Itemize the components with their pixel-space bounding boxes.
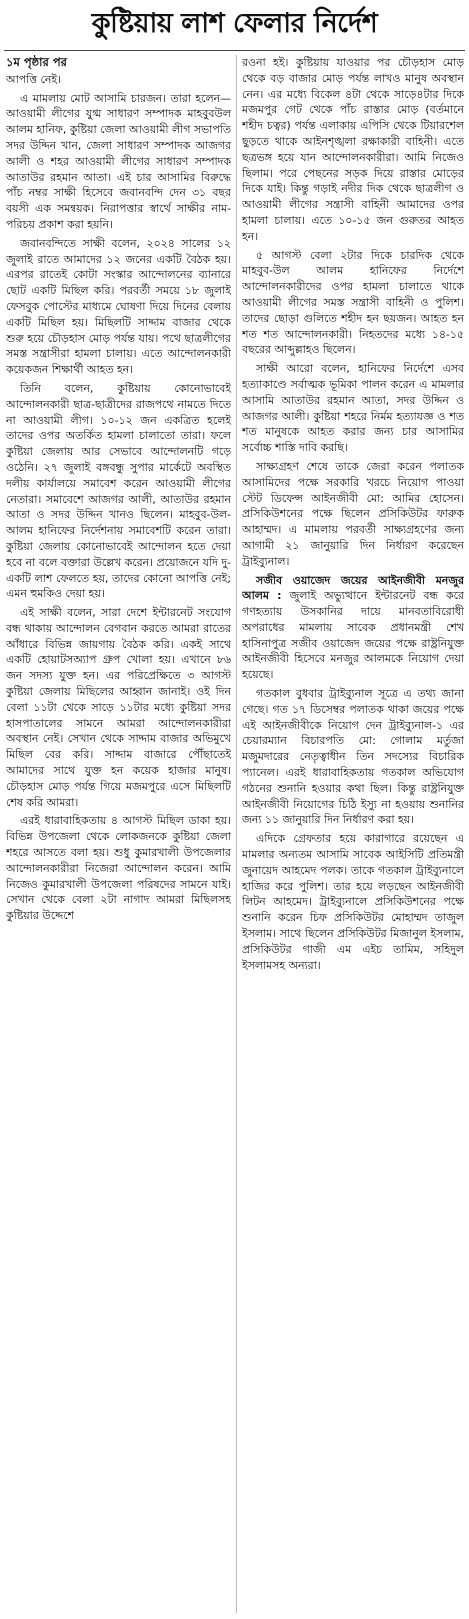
subsection-first-paragraph bbox=[242, 573, 464, 684]
left-paragraph: এরই ধারাবাহিকতায় ৪ আগস্ট মিছিল ডাকা হয়। বিভিন্ন উপজেলা থেকে লোকজনকে কুষ্টিয়া জেলা শহরে আসতে বলা হয়। শুধু কুমারখালী উপজেলার আন্দোলনকারীরা নিজেরা আন্দোলন করেন। আমি নিজেও কুমারখালী উপজেলা পরিষদের সামনে যাই। সেখান থেকে বেলা ২টা নাগাদ আমরা মিছিলসহ কুষ্টিয়ার উদ্দেশে bbox=[6, 814, 231, 923]
right-paragraph: সাক্ষ্যগ্রহণ শেষে তাকে জেরা করেন পলাতক আসামিদের পক্ষে সরকারি খরচে নিয়োগ পাওয়া স্টেট ডিফেন্স আইনজীবী মো: আমির হোসেন। প্রসিকিউশনের পক্ষে ছিলেন প্রসিকিউটর ফারুক আহাম্মদ। এ মামলায় পরবর্তী সাক্ষ্যগ্রহণের জন্য আগামী ২১ জানুয়ারি দিন নির্ধারণ করেছেন ট্রাইব্যুনাল। bbox=[242, 459, 464, 568]
subsection-first-text: জুলাই অভ্যুত্থানে ইন্টারনেট বন্ধ করে গণহত্যায় উসকানির দায়ে মানবতাবিরোধী অপরাধের মামলায় সাবেক প্রধানমন্ত্রী শেখ হাসিনাপুত্র সজীব ওয়াজেদ জয়ের পক্ষে রাষ্ট্রনিযুক্ত আইনজীবী হিসেবে মনজুর আলমকে নিয়োগ দেয়া হয়েছে। bbox=[242, 589, 464, 682]
headline: কুষ্টিয়ায় লাশ ফেলার নির্দেশ bbox=[91, 8, 378, 39]
right-paragraph: ৫ আগস্ট বেলা ২টার দিকে চারদিক থেকে মাহবুব-উল আলম হানিফের নির্দেশে আন্দোলনকারীদের ওপর হামলা চালাতে থাকে আওয়ামী লীগের সমস্ত সন্ত্রাসী বাহিনী ও পুলিশ। তাদের ছোড়া গুলিতে শহীদ হন ছয়জন। আহত হন শত শত আন্দোলনকারী। নিহতদের মধ্যে ১৪-১৫ বছরের আব্দুল্লাহও ছিলেন। bbox=[242, 248, 464, 357]
headline-rule bbox=[4, 50, 465, 51]
subsection-paragraph: এদিকে গ্রেফতার হয়ে কারাগারে রয়েছেন এ মামলার অন্যতম আসামি সাবেক আইসিটি প্রতিমন্ত্রী জুনায়েদ আহমেদ পলক। তাকে গতকাল ট্রাইব্যুনালে হাজির করে পুলিশ। তার হয়ে লড়ছেন আইনজীবী লিটন আহমেদ। ট্রাইব্যুনালে প্রসিকিউশনের পক্ষে শুনানি করেন চিফ প্রসিকিউটর মোহাম্মদ তাজুল ইসলাম। সাথে ছিলেন প্রসিকিউটর মিজানুল ইসলাম, প্রসিকিউটর গাজী এম এইচ তামিম, সহিদুল ইসলামসহ অন্যরা। bbox=[242, 832, 464, 972]
right-column bbox=[242, 55, 464, 1615]
left-column bbox=[6, 55, 231, 1615]
subsection-lead: সজীব ওয়াজেদ জয়ের আইনজীবী মনজুর আলম : bbox=[242, 573, 464, 603]
left-paragraph: এ মামলায় মোট আসামি চারজন। তারা হলেন— আওয়ামী লীগের যুগ্ম সাধারণ সম্পাদক মাহবুবউল আলম হানিফ, কুষ্টিয়া জেলা আওয়ামী লীগ সভাপতি সদর উদ্দিন খান, জেলা সাধারণ সম্পাদক আজগর আলী ও শহর আওয়ামী লীগের সাধারণ সম্পাদক আতাউর রহমান আতা। এই চার আসামির বিরুদ্ধে পাঁচ নম্বর সাক্ষী হিসেবে জবানবন্দি দেন ৩১ বছর বয়সী এক সমন্বয়ক। নিরাপত্তার স্বার্থে সাক্ষীর নাম-পরিচয় প্রকাশ করা হয়নি। bbox=[6, 91, 231, 231]
left-paragraph: আপত্তি নেই। bbox=[6, 72, 61, 86]
left-paragraph: তিনি বলেন, কুষ্টিয়ায় কোনোভাবেই আন্দোলনকারী ছাত্র-ছাত্রীদের রাজপথে নামতে দিতে না আওয়ামী লীগ। ১০-১২ জন একত্রিত হলেই তাদের ওপর অতর্কিত হামলা চালাতো তারা। ফলে কুষ্টিয়া জেলায় আর সেভাবে আন্দোলনটি গড়ে ওঠেনি। ২৭ জুলাই বঙ্গবন্ধু সুপার মার্কেটে অবস্থিত দলীয় কার্যালয়ে সমাবেশ করেন আওয়ামী লীগের নেতারা। সমাবেশে আজগর আলী, আতাউর রহমান আতা ও সদর উদ্দিন খানও ছিলেন। মাহবুব-উল-আলম হানিফের নির্দেশনায় সমাবেশটি করেন তারা। কুষ্টিয়া জেলায় কোনোভাবেই আন্দোলন হতে দেয়া হবে না বলে বক্তারা উল্লেখ করেন। প্রয়োজনে যদি দু-একটি লাশ ফেলতে হয়, তাদের কোনো আপত্তি নেই; এমন হুমকিও দেয়া হয়। bbox=[6, 381, 231, 601]
right-paragraph: রওনা হই। কুষ্টিয়ায় যাওয়ার পর চৌড়হাস মোড় থেকে বড় বাজার মোড় পর্যন্ত লাখও মানুষ অবস্থান নেন। এর মধ্যে বিকেল ৪টা থেকে সাড়ে৪টার দিকে মজমপুর গেট থেকে পাঁচ রাস্তার মোড় (বর্তমানে শহীদ চত্বর) পর্যন্ত এলাকায় এপিসি থেকে টিয়ারশেল ছুড়তে থাকে আইনশৃঙ্খলা রক্ষাকারী বাহিনী। এতে ছত্রভঙ্গ হয়ে যান আন্দোলনকারীরা। আমি নিজেও ছিলাম। পরে পেছনের সড়ক দিয়ে রাস্তার মোড়ের দিকে যাই। কিন্তু গড়াই নদীর দিক থেকে ছাত্রলীগ ও আওয়ামী লীগের সন্ত্রাসী বাহিনী আমাদের ওপর হামলা চালায়। এতে ১০-১৫ জন গুরুতর আহত হন। bbox=[242, 56, 464, 243]
continued-label: ১ম পৃষ্ঠার পর bbox=[6, 55, 67, 69]
left-paragraph: এই সাক্ষী বলেন, সারা দেশে ইন্টারনেট সংযোগ বন্ধ থাকায় আন্দোলন বেগবান করতে আমরা রাতের আঁধারে বিভিন্ন জায়গায় বৈঠক করি। একই সাথে একটি হোয়াটসঅ্যাপ গ্রুপ খোলা হয়। এখানে ৮৬ জন সদস্য যুক্ত হন। এর পরিপ্রেক্ষিতে ৩ আগস্ট কুষ্টিয়া জেলায় মিছিলের আহ্বান জানাই। ওই দিন বেলা ১১টা থেকে সাড়ে ১১টার মধ্যে কুষ্টিয়া সদর হাসপাতালের সামনে আমরা আন্দোলনকারীরা অবস্থান নেই। সেখান থেকে সাদ্দাম বাজার অভিমুখে মিছিল বের করি। সাদ্দাম বাজারে পৌঁছাতেই আমাদের সাথে যুক্ত হন কয়েক হাজার মানুষ। চৌড়হাস মোড় পর্যন্ত গিয়ে মজমপুরে এসে মিছিলটি শেষ করি আমরা। bbox=[6, 606, 231, 809]
right-paragraph: সাক্ষী আরো বলেন, হানিফের নির্দেশে এসব হত্যাকাণ্ডে সর্বাত্মক ভূমিকা পালন করেন এ মামলার আসামি আতাউর রহমান আতা, সদর উদ্দিন ও আজগর আলী। কুষ্টিয়া শহরে নির্মম হত্যাযজ্ঞ ও শত শত মানুষকে আহত করার জন্য চার আসামির সর্বোচ্চ শাস্তি দাবি করছি। bbox=[242, 362, 464, 455]
column-divider bbox=[236, 55, 237, 1613]
subsection-paragraph: গতকাল বুধবার ট্রাইব্যুনাল সূত্রে এ তথ্য জানা গেছে। গত ১৭ ডিসেম্বর পলাতক থাকা জয়ের পক্ষে এই আইনজীবীকে নিয়োগ দেন ট্রাইব্যুনাল-১ এর চেয়ারম্যান বিচারপতি মো: গোলাম মর্তুজা মজুমদারের নেতৃত্বাধীন তিন সদস্যের বিচারিক প্যানেল। এরই ধারাবাহিকতায় গতকাল অভিযোগ গঠনের শুনানি হওয়ার কথা ছিল। কিন্তু রাষ্ট্রনিযুক্ত আইনজীবী নিয়োগের চিঠি ইস্যু না হওয়ায় শুনানির জন্য ১১ জানুয়ারি দিন নির্ধারণ করা হয়। bbox=[242, 687, 464, 827]
left-paragraph: জবানবন্দিতে সাক্ষী বলেন, ২০২৪ সালের ১২ জুলাই রাতে আমাদের ১২ জনের একটি বৈঠক হয়। এরপর রাতেই কোটা সংস্কার আন্দোলনের ব্যানারে ছোট একটি মিছিল করি। পরবর্তী সময়ে ১৮ জুলাই ফেসবুক পোস্টের মাধ্যমে ঘোষণা দিয়ে দিনের বেলায় একটি মিছিল হয়। মিছিলটি সাদ্দাম বাজার থেকে শুরু হয়ে চৌড়হাস মোড় পর্যন্ত যায়। পথে ছাত্রলীগের সমস্ত সন্ত্রাসীরা হামলা চালায়। এতে আন্দোলনকারী কয়েকজন শিক্ষার্থী আহত হন। bbox=[6, 236, 231, 377]
